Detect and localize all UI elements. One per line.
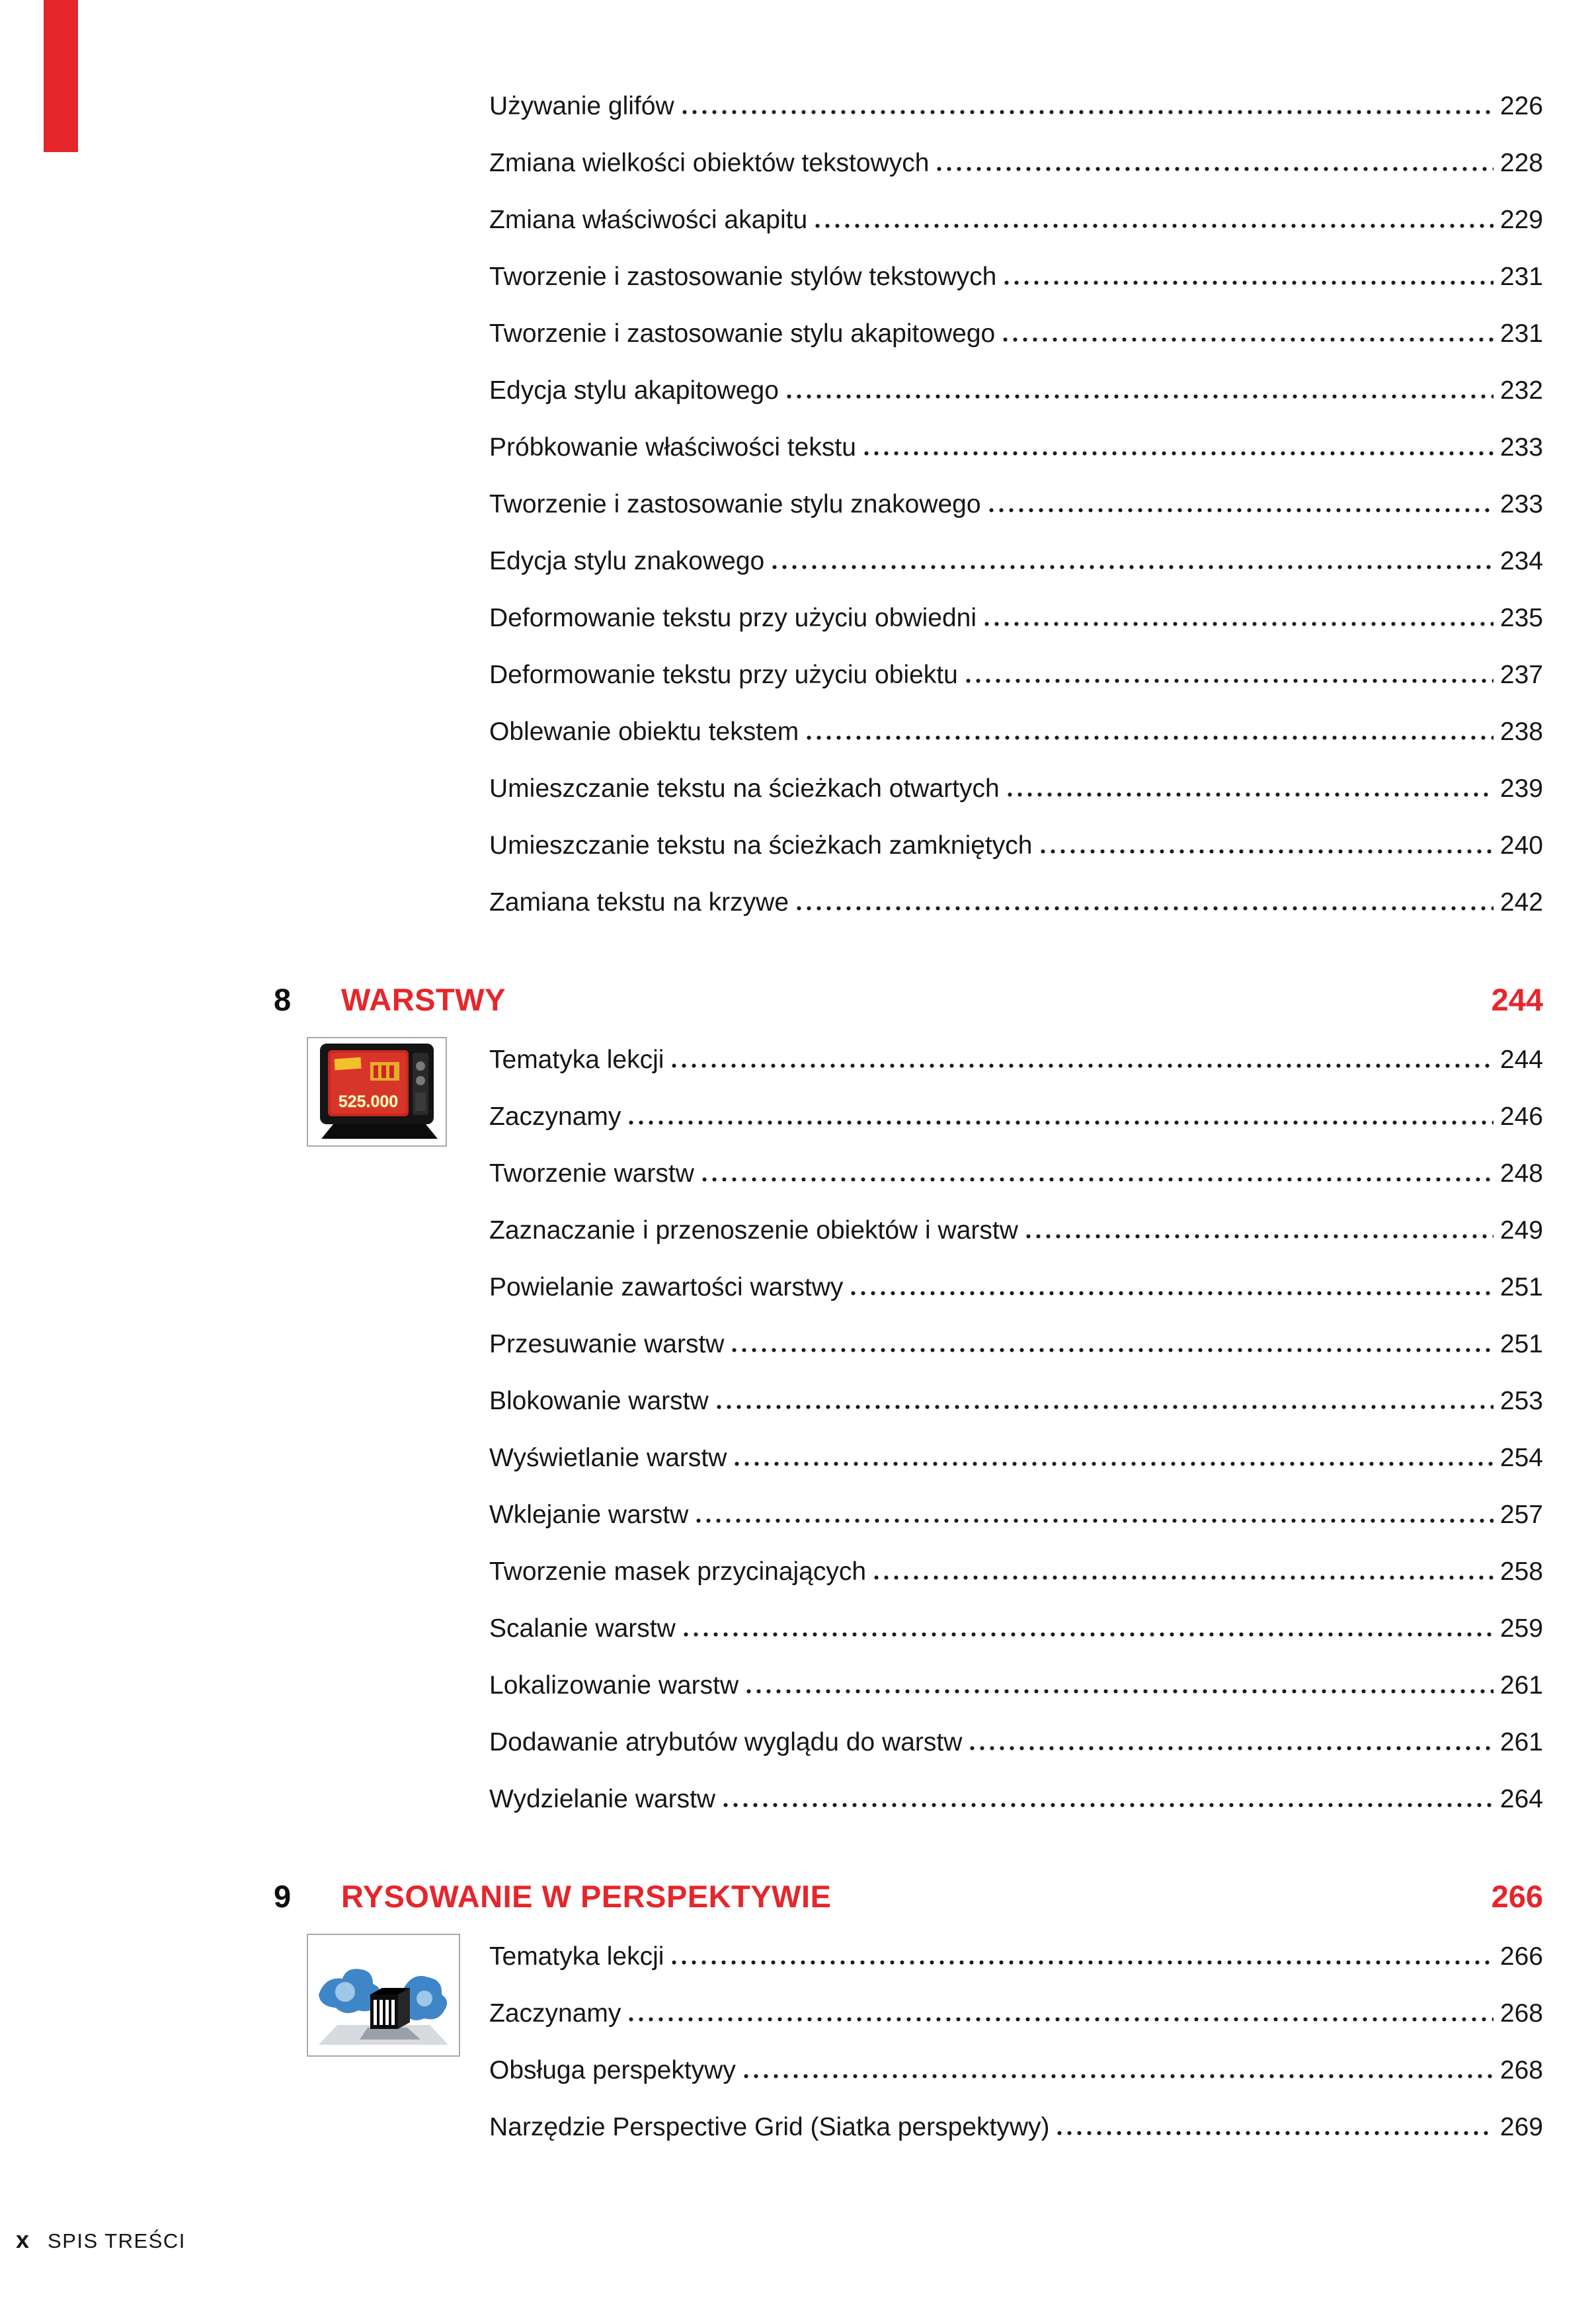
toc-entry-title: Deformowanie tekstu przy użyciu obiektu [489, 661, 958, 689]
dotted-leader [787, 394, 1494, 399]
dotted-leader [966, 679, 1494, 683]
toc-entry-title: Umieszczanie tekstu na ścieżkach otwartych [489, 774, 1000, 803]
toc-entry-page: 266 [1499, 1942, 1543, 1971]
toc-entry-title: Obsługa perspektywy [489, 2056, 736, 2084]
toc-entry-page: 253 [1499, 1387, 1543, 1415]
toc-entry-title: Tematyka lekcji [489, 1046, 664, 1074]
toc-entry [489, 476, 1543, 533]
toc-entry-page: 234 [1499, 547, 1543, 575]
toc-entry-page: 251 [1499, 1330, 1543, 1358]
toc-entry-title: Tematyka lekcji [489, 1942, 664, 1971]
toc-entry [489, 1544, 1543, 1600]
toc-entry [489, 2099, 1543, 2156]
toc-entry [489, 419, 1543, 476]
toc-entry-page: 269 [1499, 2113, 1543, 2141]
toc-entry-title: Używanie glifów [489, 92, 674, 120]
toc-entry-page: 254 [1499, 1444, 1543, 1472]
toc-entry [489, 78, 1543, 135]
dotted-leader [717, 1405, 1494, 1409]
dotted-leader [851, 1291, 1494, 1296]
dotted-leader [937, 167, 1494, 171]
page-footer [16, 2226, 186, 2254]
toc-entry-page: 261 [1499, 1671, 1543, 1700]
toc-entry [489, 704, 1543, 761]
toc-entry [489, 1032, 1543, 1089]
toc-entry [489, 1771, 1543, 1828]
toc-entry-page: 231 [1499, 319, 1543, 348]
toc-entry-page: 268 [1499, 1999, 1543, 2028]
toc-entry-title: Tworzenie i zastosowanie stylu akapitowego [489, 319, 996, 348]
toc-entry-title: Zaczynamy [489, 1999, 621, 2028]
toc-continued-section [489, 78, 1543, 931]
toc-entry-title: Wklejanie warstw [489, 1501, 689, 1529]
toc-entry [489, 1430, 1543, 1487]
toc-entry [489, 1316, 1543, 1373]
dotted-leader [807, 735, 1494, 740]
dotted-leader [696, 1518, 1494, 1523]
toc-entry-title: Lokalizowanie warstw [489, 1671, 739, 1700]
dotted-leader [970, 1746, 1494, 1751]
dotted-leader [682, 110, 1494, 114]
chapter-entries [489, 1928, 1543, 2156]
toc-entry-page: 235 [1499, 604, 1543, 632]
toc-entry-title: Wydzielanie warstw [489, 1785, 716, 1813]
toc-entry-title: Zmiana właściwości akapitu [489, 206, 808, 234]
chapter-number: 8 [274, 982, 292, 1017]
toc-entry [489, 761, 1543, 817]
toc-entry [489, 874, 1543, 931]
toc-entry-title: Tworzenie warstw [489, 1159, 694, 1188]
toc-entry-page: 257 [1499, 1501, 1543, 1529]
toc-entry [489, 1487, 1543, 1544]
toc-entry [489, 533, 1543, 590]
chapter-body [338, 1032, 1543, 1828]
toc-chapter-9 [274, 1866, 1543, 2156]
toc-entry [489, 590, 1543, 647]
toc-entry-title: Powielanie zawartości warstwy [489, 1273, 844, 1301]
toc-entry-page: 233 [1499, 490, 1543, 518]
toc-chapters-section [274, 969, 1543, 2156]
toc-entry [489, 817, 1543, 874]
toc-entry-page: 229 [1499, 206, 1543, 234]
toc-entry-page: 233 [1499, 433, 1543, 462]
toc-entry [489, 1928, 1543, 1985]
toc-entry-title: Tworzenie i zastosowanie stylów tekstowych [489, 263, 997, 291]
chapter-title: RYSOWANIE W PERSPEKTYWIE [341, 1879, 832, 1914]
dotted-leader [732, 1348, 1493, 1352]
dotted-leader [735, 1462, 1494, 1466]
dotted-leader [672, 1960, 1494, 1965]
toc-entry [489, 362, 1543, 419]
footer-page-number: x [16, 2226, 30, 2253]
toc-entry-title: Edycja stylu znakowego [489, 547, 765, 575]
toc-entry-title: Zmiana wielkości obiektów tekstowych [489, 149, 930, 177]
toc-entry [489, 1089, 1543, 1145]
toc-entry-page: 258 [1499, 1557, 1543, 1586]
toc-entry-page: 240 [1499, 831, 1543, 860]
toc-entry [489, 1714, 1543, 1771]
chapter-page: 266 [1491, 1879, 1543, 1914]
toc-entry-page: 251 [1499, 1273, 1543, 1301]
toc-entry-title: Próbkowanie właściwości tekstu [489, 433, 856, 462]
toc-entry-page: 264 [1499, 1785, 1543, 1813]
dotted-leader [772, 565, 1494, 569]
toc-entry-title: Tworzenie masek przycinających [489, 1557, 867, 1586]
toc-entry-title: Zamiana tekstu na krzywe [489, 888, 789, 917]
toc-entry-title: Przesuwanie warstw [489, 1330, 725, 1358]
toc-entry-title: Tworzenie i zastosowanie stylu znakowego [489, 490, 981, 518]
toc-entry [489, 192, 1543, 249]
toc-entry-title: Scalanie warstw [489, 1614, 676, 1643]
toc-entry-page: 242 [1499, 888, 1543, 917]
dotted-leader [1026, 1234, 1494, 1239]
toc-entry-page: 249 [1499, 1216, 1543, 1245]
dotted-leader [984, 622, 1494, 626]
toc-entry-title: Umieszczanie tekstu na ścieżkach zamkniętych [489, 831, 1033, 860]
dotted-leader [1003, 337, 1494, 342]
toc-entry [489, 1657, 1543, 1714]
toc-entry-title: Zaczynamy [489, 1102, 621, 1131]
tv-commercial-thumbnail [307, 1037, 447, 1147]
chapter-heading [274, 1866, 1543, 1927]
toc-entry-title: Dodawanie atrybutów wyglądu do warstw [489, 1728, 963, 1756]
toc-entry [489, 306, 1543, 362]
dotted-leader [864, 451, 1494, 456]
dotted-leader [874, 1575, 1494, 1580]
perspective-scene-thumbnail [307, 1934, 460, 2057]
chapter-body [489, 1928, 1543, 2156]
toc-entry-page: 259 [1499, 1614, 1543, 1643]
toc-chapter-8 [274, 969, 1543, 1828]
dotted-leader [1057, 2131, 1493, 2135]
toc-entry-page: 244 [1499, 1046, 1543, 1074]
dotted-leader [1008, 792, 1494, 797]
toc-entry [489, 2042, 1543, 2099]
dotted-leader [702, 1177, 1494, 1182]
toc-entry-title: Edycja stylu akapitowego [489, 376, 779, 405]
toc-entry-title: Deformowanie tekstu przy użyciu obwiedni [489, 604, 977, 632]
dotted-leader [629, 1120, 1494, 1125]
toc-entry [489, 1985, 1543, 2042]
chapter-entries [489, 1032, 1543, 1828]
toc-entry [489, 1373, 1543, 1430]
toc-entry-page: 237 [1499, 661, 1543, 689]
dotted-leader [1041, 849, 1494, 854]
chapter-heading [274, 969, 1543, 1030]
dotted-leader [989, 508, 1494, 513]
table-of-contents [274, 78, 1543, 2156]
toc-entry-page: 231 [1499, 263, 1543, 291]
dotted-leader [723, 1803, 1494, 1807]
toc-entry [489, 1145, 1543, 1202]
footer-section-label: SPIS TREŚCI [48, 2229, 186, 2252]
toc-entry [489, 647, 1543, 704]
dotted-leader [672, 1063, 1494, 1068]
toc-entry-page: 268 [1499, 2056, 1543, 2084]
toc-entry-page: 226 [1499, 92, 1543, 120]
toc-entry [489, 1202, 1543, 1259]
toc-entry [489, 135, 1543, 192]
toc-entry-title: Blokowanie warstw [489, 1387, 709, 1415]
toc-entry [489, 1600, 1543, 1657]
dotted-leader [815, 224, 1494, 228]
tv-screen-caption: 525.000 [338, 1092, 399, 1111]
toc-entry-page: 232 [1499, 376, 1543, 405]
toc-entry-page: 238 [1499, 718, 1543, 746]
toc-entry-page: 246 [1499, 1102, 1543, 1131]
dotted-leader [746, 1689, 1494, 1694]
toc-entry-page: 239 [1499, 774, 1543, 803]
toc-entry-title: Narzędzie Perspective Grid (Siatka perspektywy) [489, 2113, 1050, 2141]
chapter-edge-tab-marker [44, 0, 78, 152]
dotted-leader [744, 2074, 1494, 2079]
toc-entry-page: 228 [1499, 149, 1543, 177]
toc-entry-title: Wyświetlanie warstw [489, 1444, 727, 1472]
dotted-leader [629, 2017, 1494, 2022]
dotted-leader [684, 1632, 1494, 1637]
toc-entry-page: 248 [1499, 1159, 1543, 1188]
toc-entry-title: Oblewanie obiektu tekstem [489, 718, 799, 746]
chapter-number: 9 [274, 1879, 292, 1914]
toc-entry-title: Zaznaczanie i przenoszenie obiektów i warstw [489, 1216, 1018, 1245]
toc-entry [489, 1259, 1543, 1316]
chapter-title: WARSTWY [341, 982, 506, 1017]
chapter-page: 244 [1491, 982, 1543, 1017]
toc-entry-page: 261 [1499, 1728, 1543, 1756]
dotted-leader [1004, 280, 1494, 285]
toc-entry [489, 249, 1543, 306]
dotted-leader [797, 906, 1494, 911]
